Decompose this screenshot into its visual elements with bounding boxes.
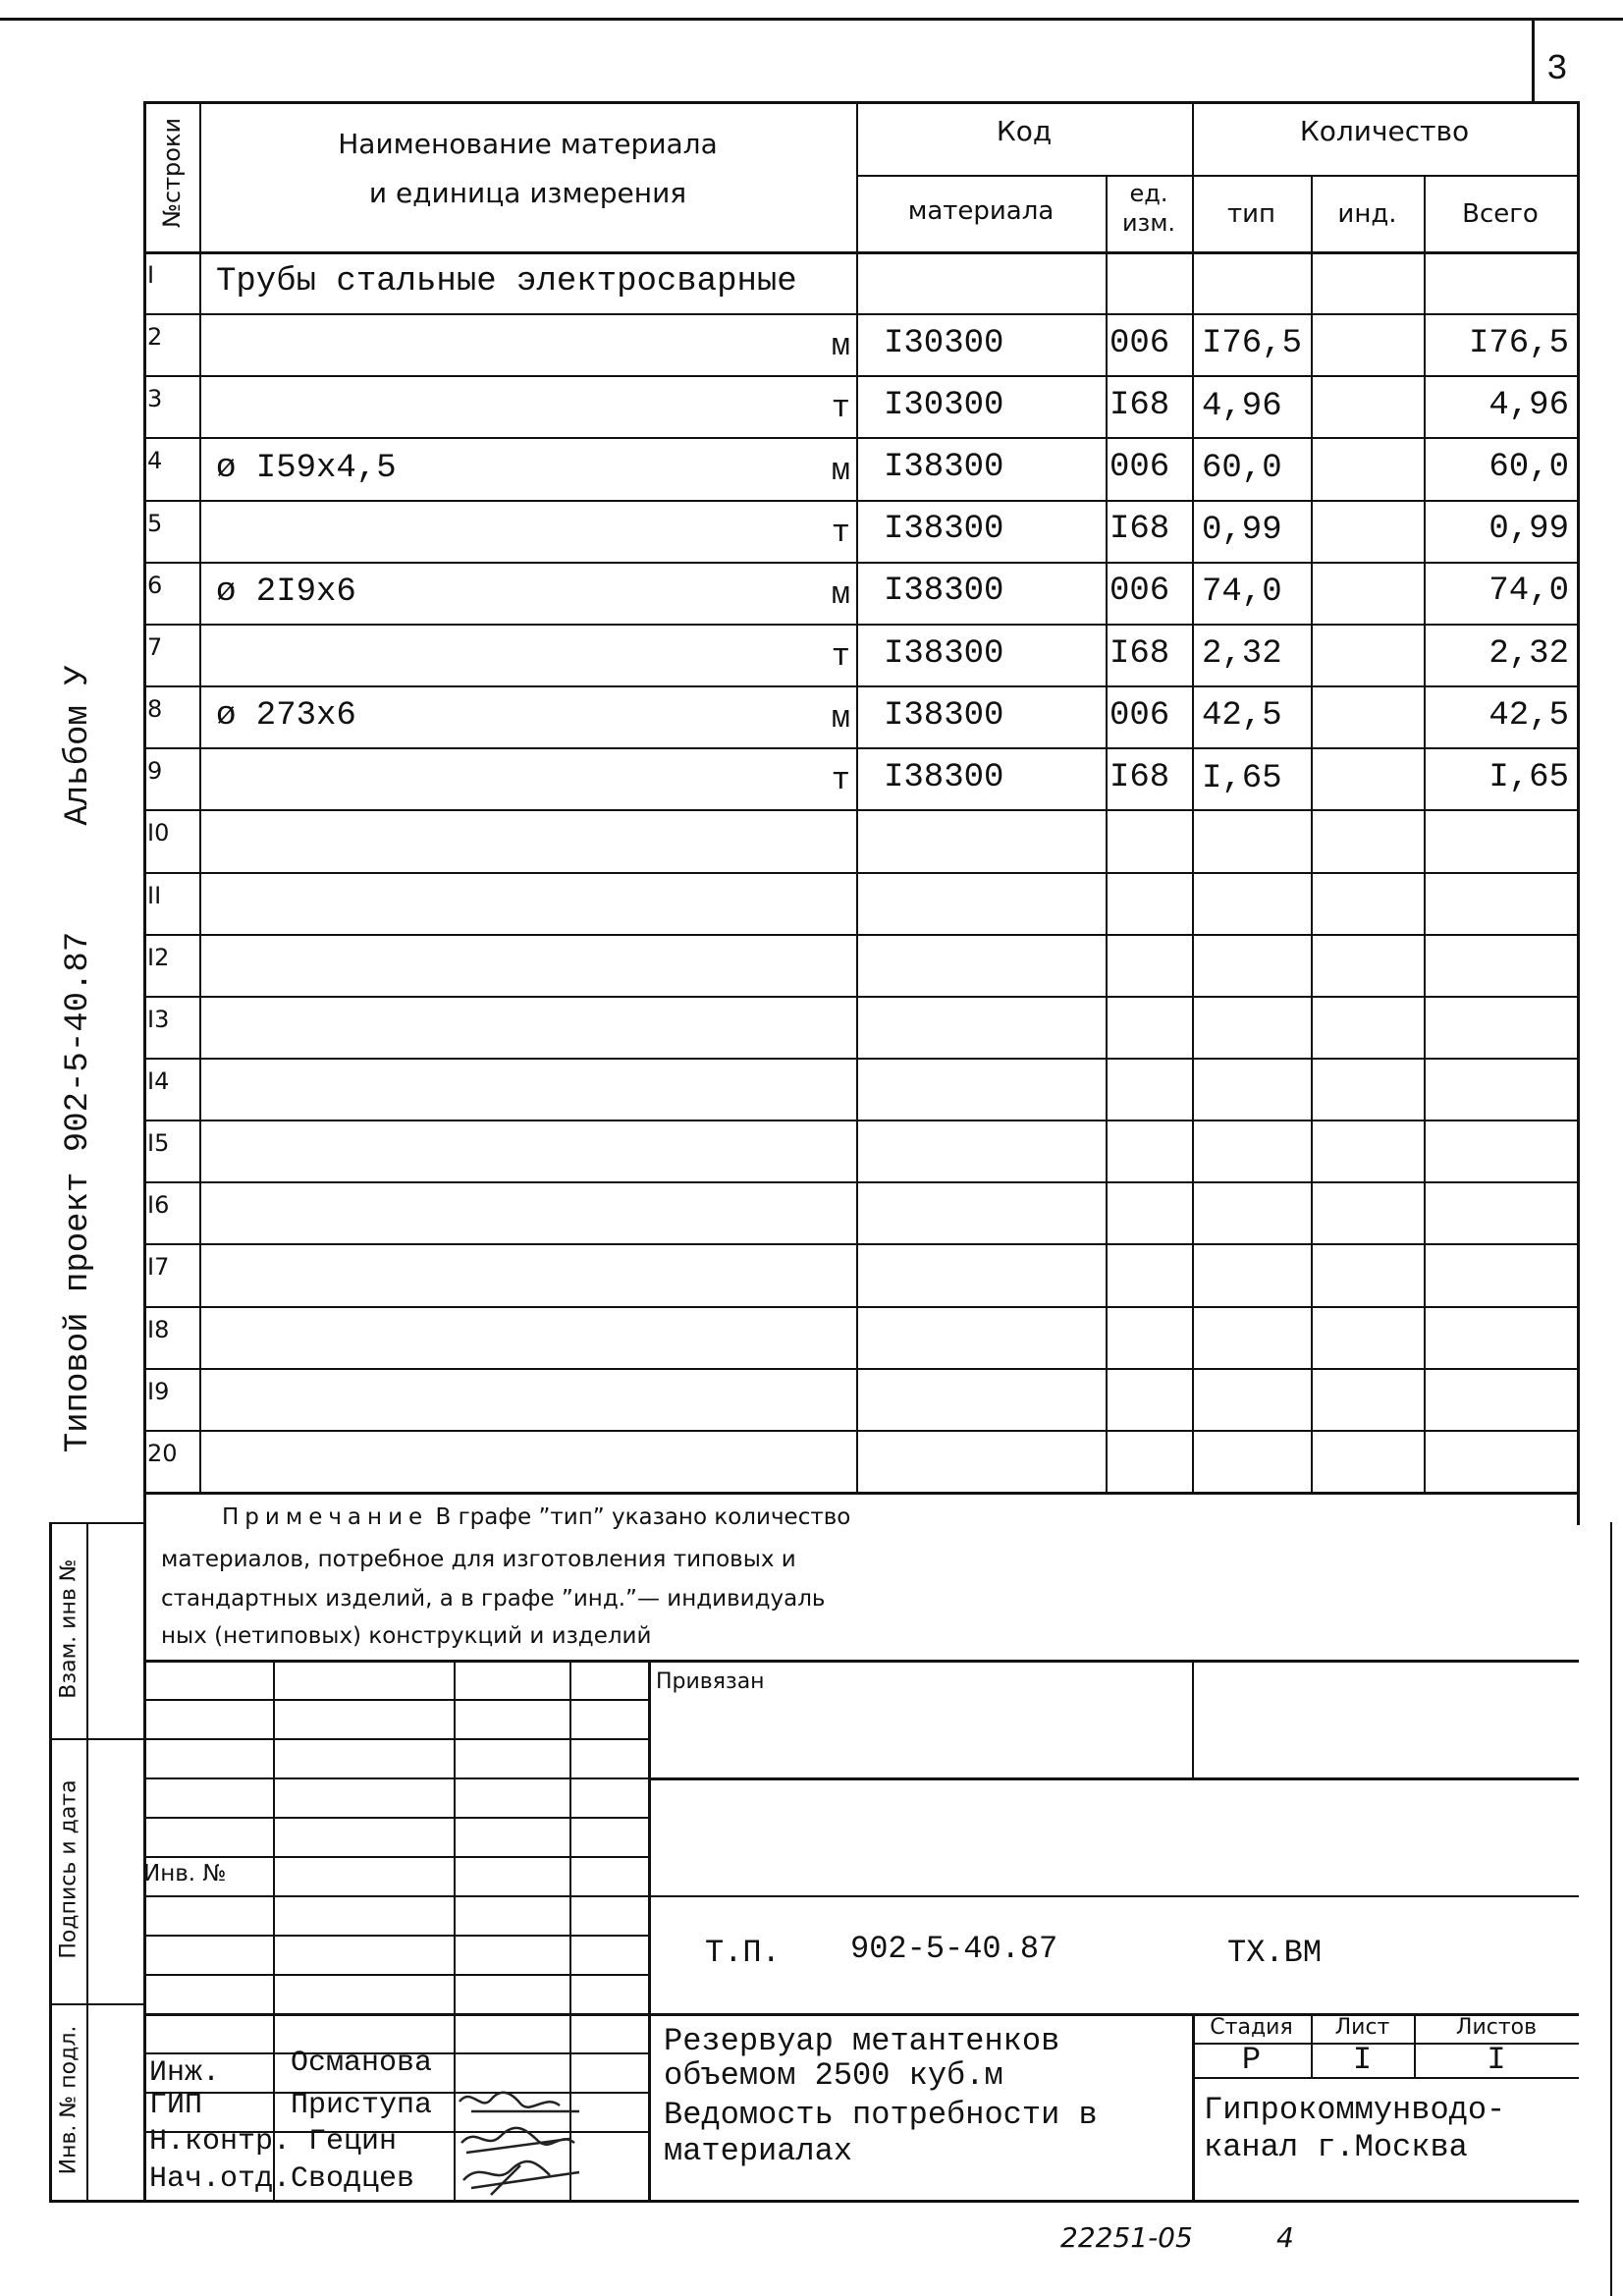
unit: т — [831, 762, 850, 798]
material-code: I38300 — [884, 759, 1004, 796]
material-code: I38300 — [884, 573, 1004, 610]
header-unit-line1: ед. — [1129, 180, 1168, 207]
unit: т — [831, 638, 850, 675]
qty-tip: 4,96 — [1202, 388, 1282, 425]
designation-tp: Т.П. — [705, 1935, 781, 1971]
header-total: Всего — [1462, 199, 1539, 229]
signer-role: Н.контр. — [149, 2125, 292, 2159]
header-unit-line2: изм. — [1121, 209, 1176, 237]
qty-tip: I76,5 — [1202, 325, 1303, 362]
designation-number: 902-5-40.87 — [850, 1931, 1058, 1967]
unit: т — [831, 515, 850, 551]
organization-line2: канал г.Москва — [1204, 2129, 1468, 2165]
unit-code: I68 — [1109, 511, 1170, 548]
header-code: Код — [996, 115, 1053, 147]
material-code: I30300 — [884, 325, 1004, 362]
album-label: Альбом У — [60, 665, 97, 826]
note-line2: материалов, потребное для изготовления типовых и — [161, 1547, 796, 1572]
row-number: I6 — [147, 1191, 170, 1219]
material-code: I38300 — [884, 635, 1004, 673]
object-title-line4: материалах — [664, 2133, 853, 2169]
unit-code: I68 — [1109, 635, 1170, 673]
qty-tip: 60,0 — [1202, 450, 1282, 487]
unit: м — [831, 453, 850, 489]
row-number: 3 — [147, 385, 163, 412]
inv-podl-label: Инв. № подл. — [56, 2025, 81, 2175]
unit: м — [831, 576, 850, 613]
object-title-line1: Резервуар метантенков — [664, 2023, 1060, 2059]
unit-code: 006 — [1109, 573, 1170, 610]
row-number: 2 — [147, 323, 163, 351]
material-code: I38300 — [884, 449, 1004, 486]
qty-tip: 0,99 — [1202, 512, 1282, 549]
row-number: I8 — [147, 1316, 170, 1343]
qty-total: 2,32 — [1488, 635, 1569, 673]
privyazan-label: Привязан — [656, 1669, 765, 1694]
material-name: ø 2I9x6 — [216, 574, 356, 611]
row-number: I2 — [147, 944, 170, 971]
sheet-value: I — [1352, 2042, 1373, 2078]
material-code: I38300 — [884, 697, 1004, 735]
designation-code: ТХ.ВМ — [1227, 1935, 1323, 1971]
row-number: I4 — [147, 1067, 170, 1095]
inv-no-label: Инв. № — [143, 1861, 227, 1886]
row-number: I — [147, 261, 155, 289]
material-code: I38300 — [884, 511, 1004, 548]
qty-tip: 2,32 — [1202, 635, 1282, 673]
unit-code: I68 — [1109, 759, 1170, 796]
row-number: 20 — [147, 1440, 178, 1467]
qty-total: I76,5 — [1468, 325, 1569, 362]
row-number: I5 — [147, 1129, 170, 1157]
signer-role: Нач.отд. — [149, 2162, 292, 2196]
header-ind: инд. — [1337, 199, 1397, 229]
unit: м — [831, 328, 850, 364]
signer-name: Приступа — [291, 2089, 433, 2122]
signer-name: Гецин — [308, 2125, 398, 2159]
row-number: I3 — [147, 1006, 170, 1033]
sheet-label: Лист — [1334, 2015, 1390, 2040]
header-name-line1: Наименование материала — [338, 128, 718, 160]
material-name: ø I59x4,5 — [216, 450, 397, 487]
material-name: ø 273x6 — [216, 697, 356, 735]
signer-role: ГИП — [149, 2089, 203, 2122]
note-line3: стандартных изделий, а в графе ”инд.”— индивидуаль — [161, 1586, 826, 1612]
podpis-data-label: Подпись и дата — [56, 1779, 81, 1959]
project-label: Типовой проект 902-5-40.87 — [60, 931, 97, 1453]
row-number: II — [147, 882, 162, 909]
signer-name: Османова — [291, 2047, 433, 2080]
qty-total: 4,96 — [1488, 387, 1569, 424]
header-tip: тип — [1226, 199, 1276, 229]
note-label: Примечание — [222, 1504, 429, 1530]
object-title-line3: Ведомость потребности в — [664, 2097, 1098, 2133]
unit-code: 006 — [1109, 697, 1170, 735]
sheets-label: Листов — [1455, 2015, 1538, 2040]
qty-total: 42,5 — [1488, 697, 1569, 735]
object-title-line2: объемом 2500 куб.м — [664, 2057, 1003, 2094]
row-number: 4 — [147, 447, 163, 474]
note-line1: В графе ”тип” указано количество — [435, 1504, 851, 1530]
header-material: материала — [907, 196, 1055, 226]
qty-tip: 42,5 — [1202, 697, 1282, 735]
unit: м — [831, 700, 850, 737]
material-code: I30300 — [884, 387, 1004, 424]
header-row-no: №строки — [158, 117, 186, 229]
unit: т — [831, 390, 850, 426]
footer-number: 4 — [1276, 2221, 1294, 2254]
row-number: 6 — [147, 572, 163, 599]
vzam-inv-label: Взам. инв № — [56, 1558, 81, 1699]
qty-tip: I,65 — [1202, 760, 1282, 797]
footer-code: 22251-05 — [1060, 2221, 1193, 2254]
header-quantity: Количество — [1299, 115, 1470, 147]
unit-code: 006 — [1109, 449, 1170, 486]
row-number: 5 — [147, 510, 163, 537]
qty-total: I,65 — [1488, 759, 1569, 796]
row-number: 8 — [147, 695, 163, 723]
qty-total: 0,99 — [1488, 511, 1569, 548]
stage-label: Стадия — [1210, 2015, 1293, 2040]
qty-total: 60,0 — [1488, 449, 1569, 486]
signer-role: Инж. — [149, 2056, 221, 2090]
material-name: Трубы стальные электросварные — [216, 263, 797, 301]
unit-code: 006 — [1109, 325, 1170, 362]
page-number: 3 — [1546, 49, 1568, 89]
qty-total: 74,0 — [1488, 573, 1569, 610]
sheets-value: I — [1487, 2042, 1506, 2078]
header-name-line2: и единица измерения — [368, 177, 687, 209]
row-number: I7 — [147, 1253, 170, 1281]
note-line4: ных (нетиповых) конструкций и изделий — [161, 1623, 652, 1649]
organization-line1: Гипрокоммунводо- — [1204, 2092, 1506, 2128]
row-number: 7 — [147, 633, 163, 661]
row-number: 9 — [147, 757, 163, 785]
stage-value: Р — [1241, 2042, 1262, 2078]
signer-name: Сводцев — [291, 2162, 415, 2196]
signatures-scribble — [452, 2082, 589, 2200]
row-number: I9 — [147, 1378, 170, 1405]
qty-tip: 74,0 — [1202, 574, 1282, 611]
unit-code: I68 — [1109, 387, 1170, 424]
row-number: I0 — [147, 819, 170, 847]
